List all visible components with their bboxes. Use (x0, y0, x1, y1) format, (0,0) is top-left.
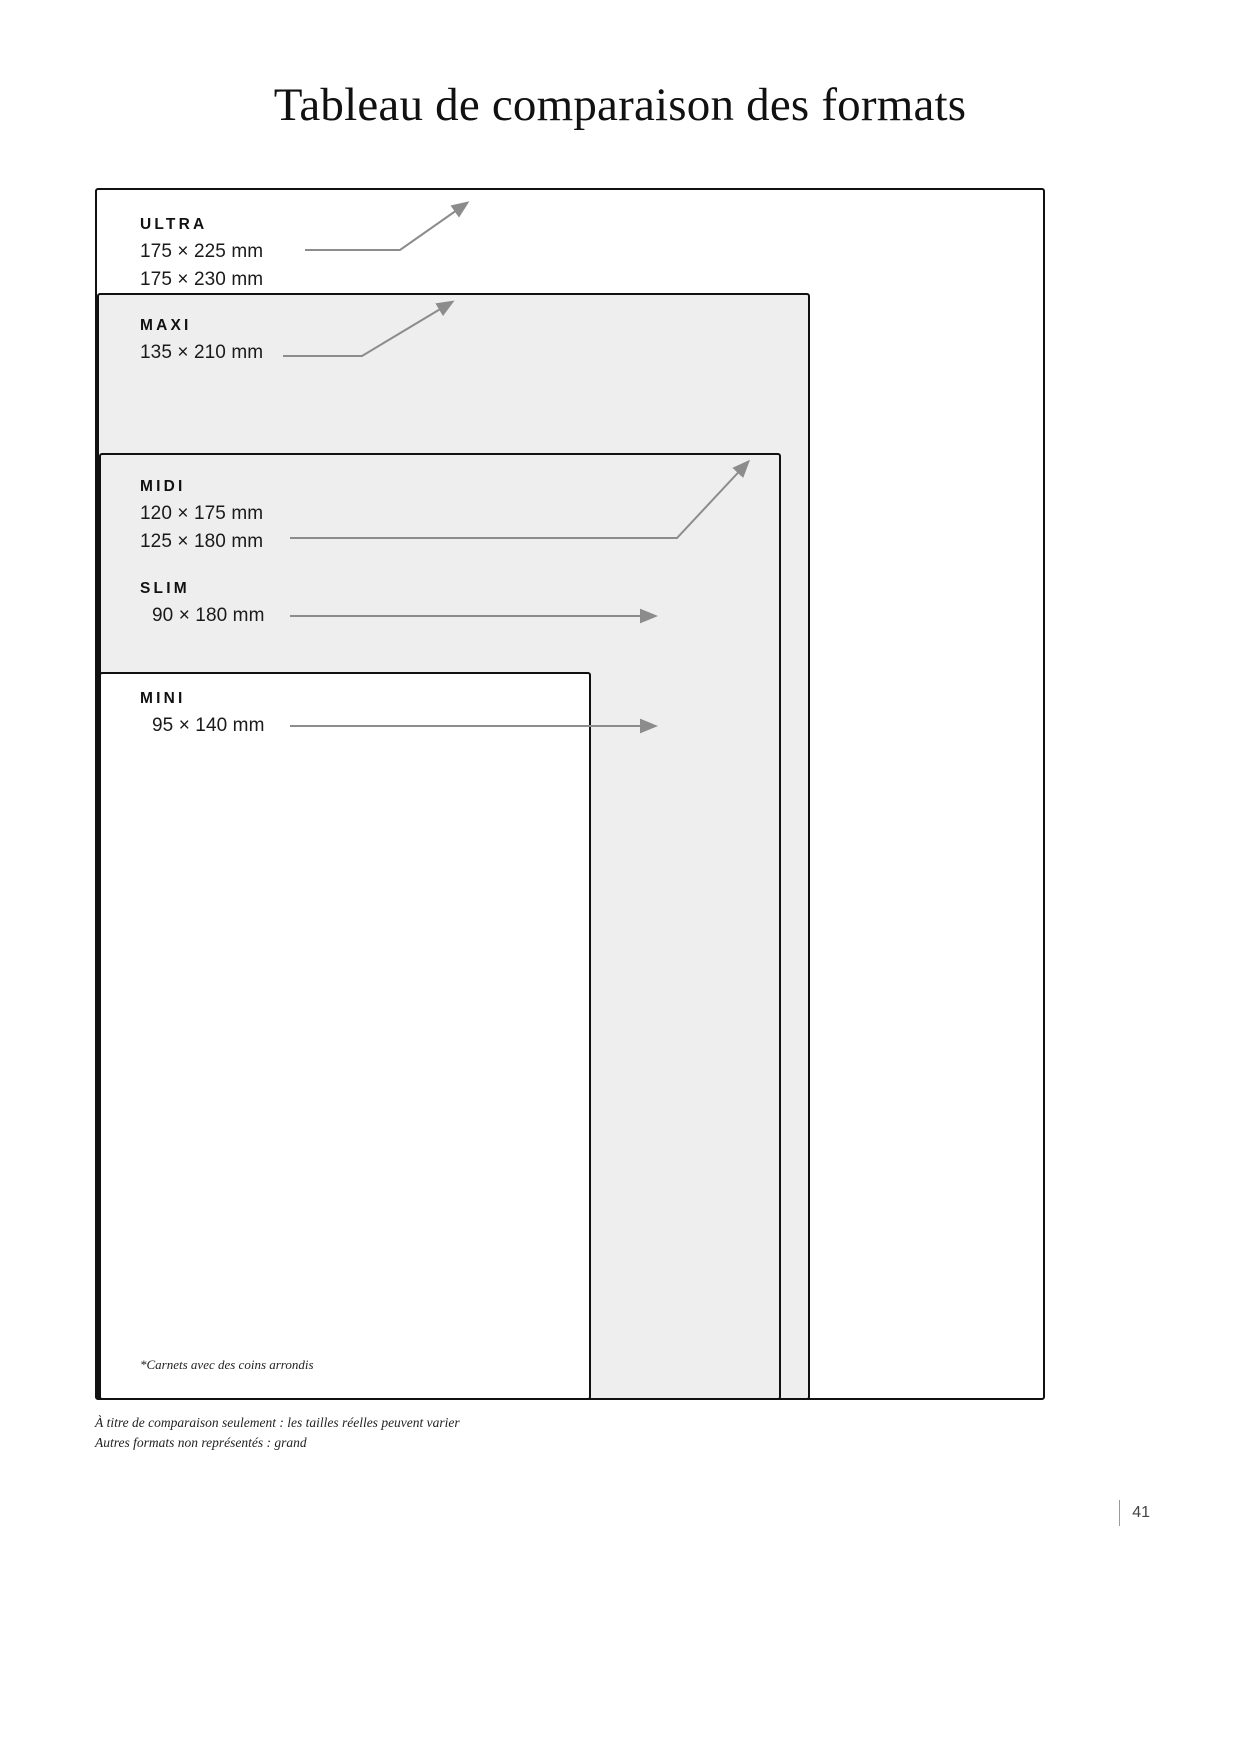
format-label-ultra (140, 216, 263, 293)
format-dim-midi-1: 120 × 175 mm (140, 503, 264, 524)
format-name-midi: MIDI (140, 478, 186, 495)
footnote-rounded-corners: *Carnets avec des coins arrondis (140, 1357, 314, 1372)
format-name-maxi: MAXI (140, 317, 192, 334)
page-title: Tableau de comparaison des formats (273, 79, 967, 131)
page-number-rule (1119, 1500, 1121, 1526)
format-name-mini: MINI (140, 690, 186, 707)
format-dim-mini-1: 95 × 140 mm (152, 715, 265, 736)
footnote-block (95, 1413, 460, 1454)
format-name-ultra: ULTRA (140, 216, 208, 233)
format-dim-maxi-1: 135 × 210 mm (140, 342, 264, 363)
format-dim-ultra-1: 175 × 225 mm (140, 241, 264, 262)
format-dim-midi-2: 125 × 180 mm (140, 530, 264, 552)
page-number (1119, 1500, 1150, 1526)
page-number-value: 41 (1132, 1504, 1150, 1521)
footnote-comparison-only: À titre de comparaison seulement : les tailles réelles peuvent varier (95, 1415, 460, 1430)
format-label-midi (140, 478, 263, 555)
format-dim-slim-1: 90 × 180 mm (152, 605, 265, 626)
format-rect-mini (99, 672, 591, 1400)
format-name-slim: SLIM (140, 580, 190, 597)
format-dim-ultra-2: 175 × 230 mm (140, 268, 264, 290)
format-label-slim (140, 580, 265, 630)
footnote-other-formats: Autres formats non représentés : grand (95, 1435, 307, 1451)
format-label-maxi (140, 317, 263, 367)
format-label-mini (140, 690, 265, 740)
